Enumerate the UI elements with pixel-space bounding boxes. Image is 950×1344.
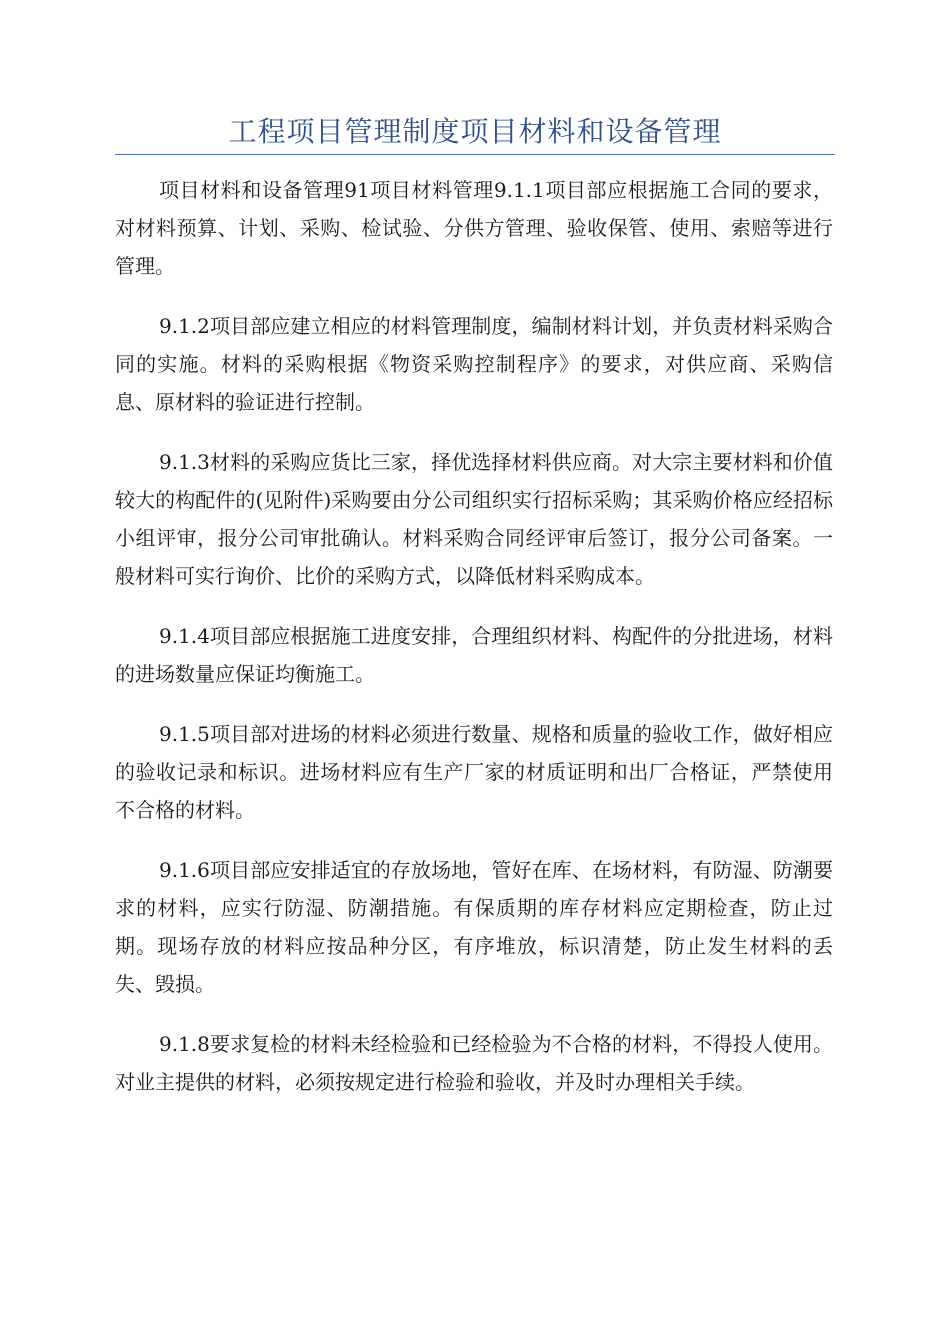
title-underline — [115, 154, 835, 155]
paragraph-9-1-2: 9.1.2项目部应建立相应的材料管理制度，编制材料计划，并负责材料采购合同的实施。材料的采购根据《物资采购控制程序》的要求，对供应商、采购信息、原材料的验证进行控制。 — [115, 314, 833, 414]
paragraph-9-1-6: 9.1.6项目部应安排适宜的存放场地，管好在库、在场材料，有防湿、防潮要求的材料，应实行防湿、防潮措施。有保质期的库存材料应定期检查，防止过期。现场存放的材料应按品种分区，有序堆放，标识清楚，防止发生材料的丢失、毁损。 — [115, 858, 833, 996]
paragraph-9-1-4: 9.1.4项目部应根据施工进度安排，合理组织材料、构配件的分批进场，材料的进场数量应保证均衡施工。 — [115, 624, 833, 686]
paragraph-9-1-1: 项目材料和设备管理91项目材料管理9.1.1项目部应根据施工合同的要求，对材料预算、计划、采购、检试验、分供方管理、验收保管、使用、索赔等进行管理。 — [115, 178, 833, 278]
paragraph-9-1-3: 9.1.3材料的采购应货比三家，择优选择材料供应商。对大宗主要材料和价值较大的构配件的(见附件)采购要由分公司组织实行招标采购；其采购价格应经招标小组评审，报分公司审批确认。材料采购合同经评审后签订，报分公司备案。一般材料可实行询价、比价的采购方式，以降低材料采购成本。 — [115, 450, 833, 588]
document-body — [115, 171, 833, 1123]
document-title: 工程项目管理制度项目材料和设备管理 — [228, 115, 722, 148]
paragraph-9-1-5: 9.1.5项目部对进场的材料必须进行数量、规格和质量的验收工作，做好相应的验收记录和标识。进场材料应有生产厂家的材质证明和出厂合格证，严禁使用不合格的材料。 — [115, 722, 833, 822]
paragraph-9-1-8: 9.1.8要求复检的材料未经检验和已经检验为不合格的材料，不得投人使用。对业主提供的材料，必须按规定进行检验和验收，并及时办理相关手续。 — [115, 1032, 833, 1094]
